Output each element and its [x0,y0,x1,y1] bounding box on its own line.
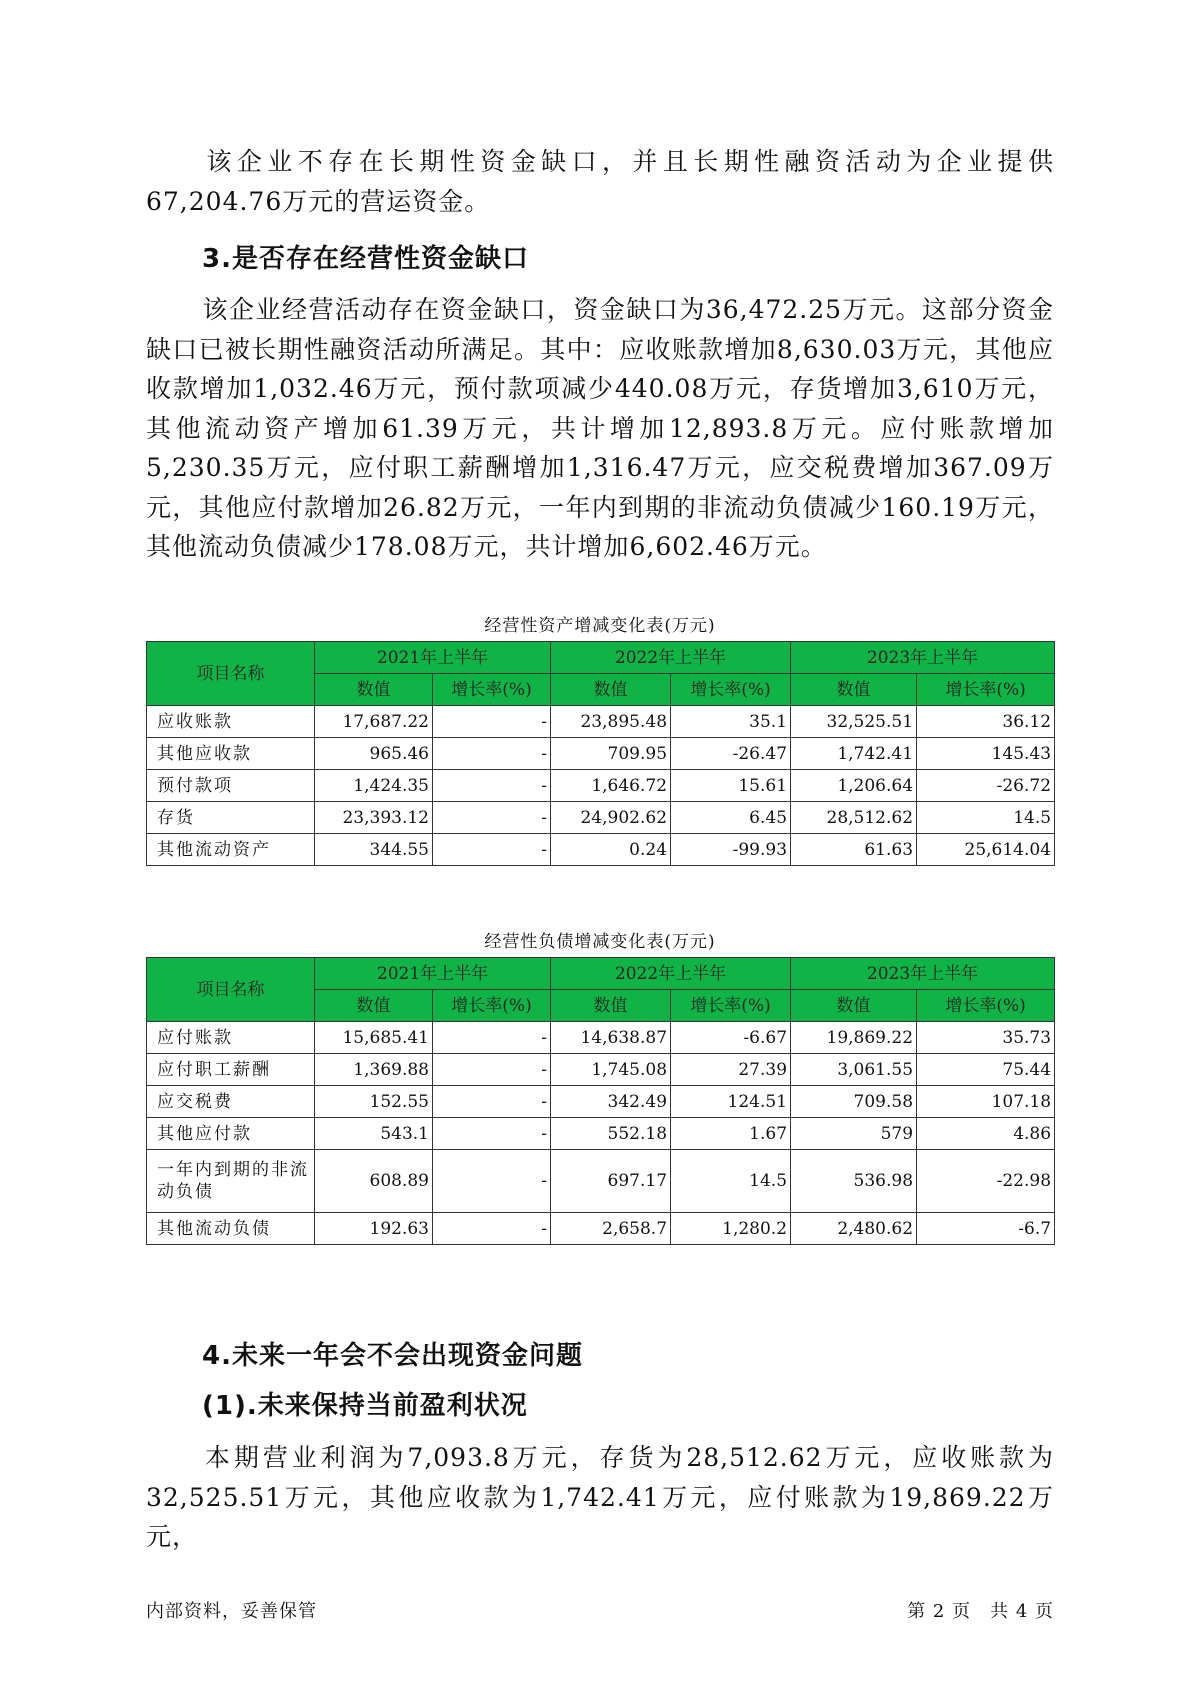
cell-value: 965.46 [315,738,433,770]
paragraph-current-profit: 本期营业利润为7,093.8万元，存货为28,512.62万元，应收账款为32,525.51万元，其他应收款为1,742.41万元，应付账款为19,869.22万元， [146,1443,1054,1551]
cell-growth: - [433,802,551,834]
cell-value: 32,525.51 [791,706,917,738]
cell-value: 709.95 [551,738,671,770]
liabilities-table [146,957,1055,1245]
table-row [147,706,1055,738]
table-row [147,802,1055,834]
cell-value: 192.63 [315,1213,433,1245]
cell-value: 23,895.48 [551,706,671,738]
row-label: 预付款项 [147,770,315,802]
header-year-2022: 2022年上半年 [551,958,791,990]
cell-value: 709.58 [791,1086,917,1118]
header-year-2023: 2023年上半年 [791,642,1055,674]
cell-growth: 15.61 [671,770,791,802]
cell-value: 697.17 [551,1150,671,1213]
cell-value: 1,369.88 [315,1054,433,1086]
footer-note: 内部资料，妥善保管 [146,1601,317,1622]
header-growth: 增长率(%) [433,674,551,706]
cell-value: 1,646.72 [551,770,671,802]
table-row [147,1150,1055,1213]
cell-growth: 107.18 [917,1086,1055,1118]
header-value: 数值 [551,990,671,1022]
header-value: 数值 [315,990,433,1022]
cell-growth: 6.45 [671,802,791,834]
cell-growth: 1.67 [671,1118,791,1150]
header-year-2021: 2021年上半年 [315,958,551,990]
cell-growth: 27.39 [671,1054,791,1086]
table-row [147,770,1055,802]
heading-current-profit: (1).未来保持当前盈利状况 [202,1391,528,1421]
row-label: 其他应付款 [147,1118,315,1150]
cell-value: 14,638.87 [551,1022,671,1054]
cell-value: 344.55 [315,834,433,866]
cell-growth: -99.93 [671,834,791,866]
row-label: 存货 [147,802,315,834]
table-row [147,1213,1055,1245]
header-value: 数值 [315,674,433,706]
header-growth: 增长率(%) [671,674,791,706]
header-value: 数值 [791,674,917,706]
cell-value: 608.89 [315,1150,433,1213]
table-row [147,1118,1055,1150]
cell-growth: 4.86 [917,1118,1055,1150]
table-row [147,1054,1055,1086]
cell-growth: 124.51 [671,1086,791,1118]
header-value: 数值 [791,990,917,1022]
cell-value: 1,424.35 [315,770,433,802]
header-growth: 增长率(%) [433,990,551,1022]
cell-value: 19,869.22 [791,1022,917,1054]
header-year-2021: 2021年上半年 [315,642,551,674]
cell-growth: 75.44 [917,1054,1055,1086]
table-row [147,1086,1055,1118]
header-item-name: 项目名称 [147,642,315,706]
cell-growth: - [433,770,551,802]
cell-growth: - [433,834,551,866]
paragraph-operating-gap: 该企业经营活动存在资金缺口，资金缺口为36,472.25万元。这部分资金缺口已被长期性融资活动所满足。其中：应收账款增加8,630.03万元，其他应收款增加1,032.46万元，预付款项减少440.08万元，存货增加3,610万元，其他流动资产增加61.39万元，共计增加12,893.8万元。应付账款增加5,230.35万元，应付职工薪酬增加1,316.47万元，应交税费增加367.09万元，其他应付款增加26.82万元，一年内到期的非流动负债减少160.19万元，其他流动负债减少178.08万元，共计增加6,602.46万元。 [146,295,1054,561]
row-label: 一年内到期的非流动负债 [147,1150,315,1213]
cell-value: 3,061.55 [791,1054,917,1086]
assets-table-caption: 经营性资产增减变化表(万元) [484,616,716,636]
cell-growth: 145.43 [917,738,1055,770]
cell-value: 28,512.62 [791,802,917,834]
header-value: 数值 [551,674,671,706]
cell-growth: -22.98 [917,1150,1055,1213]
cell-value: 0.24 [551,834,671,866]
cell-growth: -6.7 [917,1213,1055,1245]
cell-growth: - [433,1150,551,1213]
cell-growth: 1,280.2 [671,1213,791,1245]
header-growth: 增长率(%) [917,674,1055,706]
table-row [147,1022,1055,1054]
cell-growth: 14.5 [671,1150,791,1213]
cell-value: 61.63 [791,834,917,866]
page-number: 第 2 页 共 4 页 [907,1601,1054,1622]
cell-growth: 35.73 [917,1022,1055,1054]
header-year-2023: 2023年上半年 [791,958,1055,990]
row-label: 其他应收款 [147,738,315,770]
cell-growth: -26.72 [917,770,1055,802]
cell-value: 24,902.62 [551,802,671,834]
cell-growth: - [433,1022,551,1054]
header-growth: 增长率(%) [917,990,1055,1022]
cell-growth: 14.5 [917,802,1055,834]
cell-value: 1,742.41 [791,738,917,770]
cell-value: 17,687.22 [315,706,433,738]
cell-growth: 36.12 [917,706,1055,738]
cell-value: 2,658.7 [551,1213,671,1245]
cell-value: 536.98 [791,1150,917,1213]
table-row [147,834,1055,866]
cell-growth: - [433,1213,551,1245]
cell-growth: 35.1 [671,706,791,738]
cell-value: 579 [791,1118,917,1150]
cell-growth: -26.47 [671,738,791,770]
cell-value: 1,745.08 [551,1054,671,1086]
row-label: 应交税费 [147,1086,315,1118]
row-label: 应付账款 [147,1022,315,1054]
row-label: 其他流动负债 [147,1213,315,1245]
liabilities-table-caption: 经营性负债增减变化表(万元) [484,932,716,952]
row-label: 应收账款 [147,706,315,738]
header-year-2022: 2022年上半年 [551,642,791,674]
cell-value: 543.1 [315,1118,433,1150]
cell-growth: - [433,1118,551,1150]
heading-operating-gap: 3.是否存在经营性资金缺口 [202,244,529,274]
header-item-name: 项目名称 [147,958,315,1022]
cell-growth: - [433,1086,551,1118]
cell-growth: - [433,1054,551,1086]
cell-growth: 25,614.04 [917,834,1055,866]
heading-future-funding: 4.未来一年会不会出现资金问题 [202,1341,583,1371]
cell-value: 2,480.62 [791,1213,917,1245]
cell-value: 1,206.64 [791,770,917,802]
row-label: 应付职工薪酬 [147,1054,315,1086]
header-growth: 增长率(%) [671,990,791,1022]
assets-table [146,641,1055,866]
row-label: 其他流动资产 [147,834,315,866]
cell-value: 15,685.41 [315,1022,433,1054]
cell-value: 552.18 [551,1118,671,1150]
cell-value: 342.49 [551,1086,671,1118]
table-row [147,738,1055,770]
cell-value: 152.55 [315,1086,433,1118]
cell-value: 23,393.12 [315,802,433,834]
cell-growth: -6.67 [671,1022,791,1054]
paragraph-long-term-financing: 该企业不存在长期性资金缺口，并且长期性融资活动为企业提供67,204.76万元的营运资金。 [146,147,1054,216]
cell-growth: - [433,738,551,770]
cell-growth: - [433,706,551,738]
